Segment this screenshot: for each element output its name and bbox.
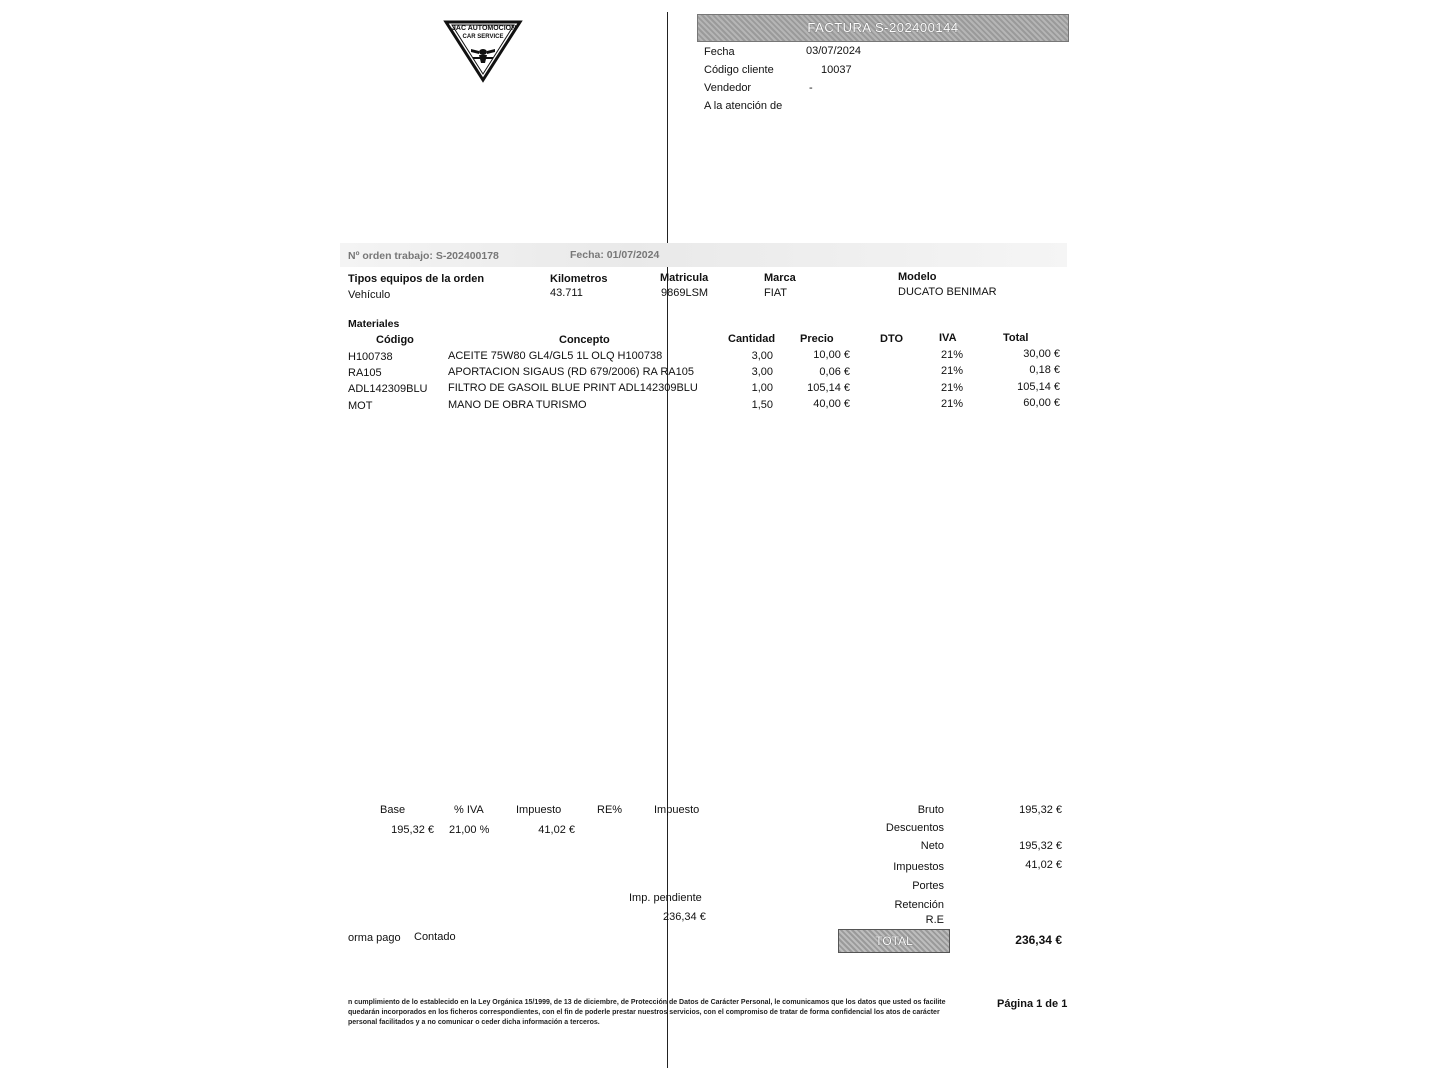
materials-section-label: Materiales: [348, 318, 400, 330]
scan-line: [667, 12, 668, 1068]
row-cantidad: 3,00: [751, 350, 773, 362]
vehicle-value-marca: FIAT: [764, 287, 788, 299]
row-concepto: APORTACION SIGAUS (RD 679/2006) RA RA105: [448, 366, 694, 378]
bruto-value: 195,32 €: [1019, 804, 1062, 816]
neto-value: 195,32 €: [1019, 840, 1062, 852]
invoice-title: FACTURA S-202400144: [807, 20, 959, 35]
retencion-label: Retención: [894, 899, 944, 911]
portes-label: Portes: [912, 880, 944, 892]
neto-label: Neto: [920, 840, 944, 852]
tax-header-impuesto: Impuesto: [516, 804, 562, 816]
row-concepto: MANO DE OBRA TURISMO: [448, 399, 587, 411]
materials-header-iva: IVA: [939, 332, 957, 344]
materials-header-dto: DTO: [880, 333, 904, 345]
tax-iva-value: 21,00 %: [449, 824, 490, 836]
descuentos-label: Descuentos: [885, 822, 944, 834]
row-precio: 105,14 €: [807, 382, 850, 394]
work-order-number: Nº orden trabajo: S-202400178: [348, 250, 499, 262]
row-total: 105,14 €: [1017, 381, 1060, 393]
bruto-label: Bruto: [917, 804, 944, 816]
row-cantidad: 3,00: [751, 366, 773, 378]
payment-value: Contado: [414, 931, 456, 943]
impuestos-value: 41,02 €: [1025, 859, 1062, 871]
vehicle-header-tipos: Tipos equipos de la orden: [348, 273, 485, 285]
tax-header-impuesto-re: Impuesto: [654, 804, 700, 816]
tax-base-value: 195,32 €: [391, 824, 434, 836]
total-label-box: [838, 929, 950, 953]
tax-header-re: RE%: [597, 804, 623, 816]
row-concepto: FILTRO DE GASOIL BLUE PRINT ADL142309BLU: [448, 382, 698, 394]
vehicle-value-modelo: DUCATO BENIMAR: [898, 286, 997, 298]
cliente-label: Código cliente: [704, 64, 774, 76]
vehicle-value-matricula: 9869LSM: [661, 287, 709, 299]
materials-header-cantidad: Cantidad: [728, 333, 776, 345]
row-total: 30,00 €: [1023, 348, 1060, 360]
row-iva: 21%: [940, 349, 963, 361]
payment-label: orma pago: [348, 932, 401, 944]
row-total: 0,18 €: [1029, 364, 1060, 376]
company-logo: [443, 19, 523, 83]
vehicle-header-marca: Marca: [764, 272, 796, 284]
fecha-label: Fecha: [704, 46, 735, 58]
row-iva: 21%: [940, 365, 963, 377]
legal-notice: n cumplimiento de lo establecido en la Ley Orgánica 15/1999, de 13 de diciembre, de Protección de Datos de Carácter Personal, le comunicamos que los datos que usted os facilite quedarán incorporados en los ficheros correspondientes, con el fin de poderle prestar nuestros servicios, con el compromiso de tratar de forma confidencial los atos de carácter personal facilitados y a no comunicar o ceder dicha información a terceros.: [348, 999, 946, 1026]
tax-impuesto-value: 41,02 €: [538, 824, 575, 836]
row-iva: 21%: [940, 382, 963, 394]
row-iva: 21%: [940, 398, 963, 410]
logo-text-line1: JAC AUTOMOCION: [452, 25, 517, 32]
row-total: 60,00 €: [1023, 397, 1060, 409]
cliente-value: 10037: [821, 64, 852, 76]
row-codigo: RA105: [348, 367, 382, 379]
invoice-title-bar: [697, 14, 1069, 42]
logo-text-line2: CAR SERVICE: [462, 34, 504, 40]
atencion-label: A la atención de: [704, 100, 783, 112]
row-precio: 0,06 €: [819, 366, 850, 378]
row-concepto: ACEITE 75W80 GL4/GL5 1L OLQ H100738: [448, 350, 663, 362]
work-order-date: Fecha: 01/07/2024: [570, 249, 660, 261]
row-cantidad: 1,00: [751, 382, 773, 394]
row-codigo: ADL142309BLU: [348, 383, 428, 395]
impuestos-label: Impuestos: [893, 861, 944, 873]
tax-header-base: Base: [380, 804, 406, 816]
pending-value: 236,34 €: [663, 911, 706, 923]
row-codigo: H100738: [348, 351, 393, 363]
materials-header-concepto: Concepto: [559, 334, 610, 346]
tax-header-iva: % IVA: [454, 804, 484, 816]
page-number: Página 1 de 1: [997, 998, 1068, 1010]
fecha-value: 03/07/2024: [806, 45, 862, 57]
total-value: 236,34 €: [1015, 933, 1062, 947]
vehicle-header-km: Kilometros: [550, 273, 608, 285]
vehicle-header-modelo: Modelo: [898, 271, 937, 283]
vendedor-value: -: [809, 82, 813, 94]
row-precio: 40,00 €: [813, 398, 850, 410]
total-label: TOTAL: [875, 934, 913, 948]
row-precio: 10,00 €: [813, 349, 850, 361]
row-codigo: MOT: [348, 400, 373, 412]
re-label: R.E: [925, 914, 944, 926]
materials-header-precio: Precio: [800, 333, 834, 345]
vendedor-label: Vendedor: [704, 82, 752, 94]
vehicle-value-km: 43.711: [550, 287, 583, 299]
materials-header-total: Total: [1003, 332, 1029, 344]
row-cantidad: 1,50: [751, 399, 773, 411]
vehicle-value-tipo: Vehículo: [348, 289, 391, 301]
materials-header-codigo: Código: [376, 334, 414, 346]
pending-label: Imp. pendiente: [629, 892, 702, 904]
vehicle-header-matricula: Matricula: [660, 272, 709, 284]
